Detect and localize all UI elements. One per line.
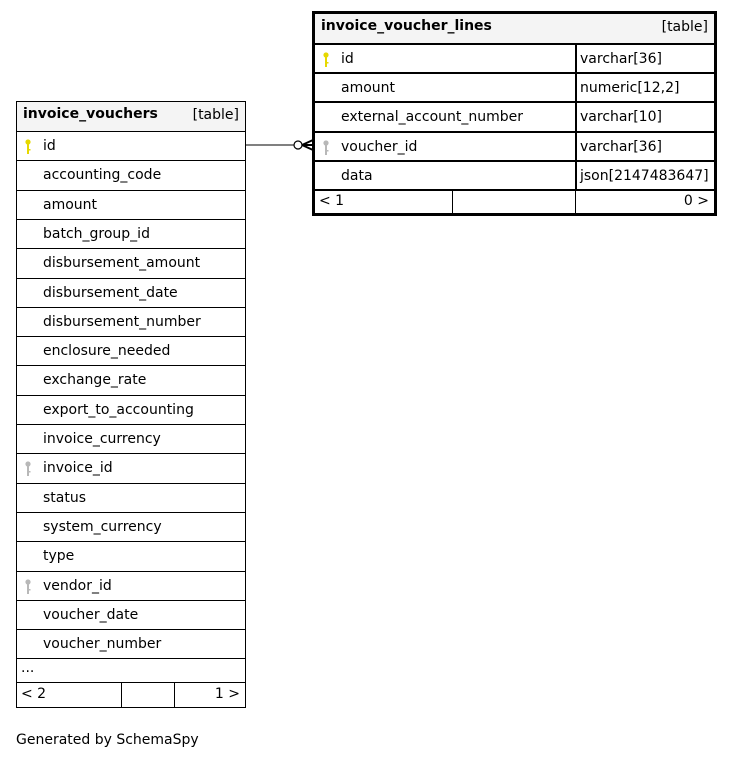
table-footer bbox=[17, 682, 245, 707]
column-row[interactable] bbox=[315, 160, 714, 189]
column-name: vendor_id bbox=[43, 577, 112, 594]
column-row[interactable] bbox=[17, 365, 245, 394]
column-divider bbox=[575, 133, 577, 160]
column-type: varchar[36] bbox=[580, 138, 662, 155]
column-row[interactable] bbox=[17, 248, 245, 277]
column-name: invoice_currency bbox=[43, 431, 161, 447]
column-row[interactable] bbox=[17, 307, 245, 336]
more-columns-row bbox=[17, 658, 245, 683]
table-name: invoice_voucher_lines bbox=[321, 18, 492, 34]
column-type: numeric[12,2] bbox=[580, 80, 680, 97]
column-name: voucher_number bbox=[43, 636, 162, 653]
column-name: status bbox=[43, 489, 87, 506]
column-name: batch_group_id bbox=[43, 225, 150, 242]
column-name: export_to_accounting bbox=[43, 401, 194, 418]
table-header bbox=[315, 14, 714, 44]
column-row[interactable] bbox=[315, 131, 714, 160]
foreign-key-icon bbox=[323, 140, 329, 156]
column-divider bbox=[575, 103, 577, 130]
column-divider bbox=[575, 162, 577, 189]
column-row[interactable] bbox=[17, 395, 245, 424]
zero-optional-marker bbox=[294, 141, 302, 149]
column-name: accounting_code bbox=[43, 167, 162, 184]
column-row[interactable] bbox=[17, 541, 245, 570]
foreign-key-icon bbox=[25, 461, 31, 477]
column-name: voucher_date bbox=[43, 606, 139, 623]
column-name: disbursement_amount bbox=[43, 255, 201, 272]
column-name: disbursement_date bbox=[43, 284, 178, 301]
column-name: amount bbox=[43, 196, 98, 213]
table-invoice-vouchers[interactable] bbox=[16, 101, 246, 708]
column-name: invoice_id bbox=[43, 460, 113, 477]
column-name: disbursement_number bbox=[43, 313, 201, 330]
column-type: varchar[36] bbox=[580, 51, 662, 67]
column-divider bbox=[575, 45, 577, 72]
column-row[interactable] bbox=[17, 483, 245, 512]
column-name: id bbox=[341, 51, 354, 67]
parents-link[interactable] bbox=[17, 683, 122, 707]
parents-count: < 2 bbox=[21, 686, 47, 702]
table-invoice-voucher-lines[interactable] bbox=[312, 11, 717, 216]
children-count: 1 > bbox=[214, 686, 240, 702]
primary-key-icon bbox=[25, 139, 31, 155]
column-row[interactable] bbox=[315, 43, 714, 72]
column-row[interactable] bbox=[17, 629, 245, 658]
primary-key-icon bbox=[323, 52, 329, 68]
column-row[interactable] bbox=[17, 131, 245, 160]
column-divider bbox=[575, 74, 577, 101]
table-kind: [table] bbox=[192, 107, 239, 123]
more-columns-ellipsis: ... bbox=[21, 660, 35, 677]
column-row[interactable] bbox=[17, 190, 245, 219]
column-name: type bbox=[43, 548, 75, 565]
column-row[interactable] bbox=[17, 512, 245, 541]
table-header bbox=[17, 102, 245, 132]
parents-count: < 1 bbox=[319, 193, 345, 209]
column-name: enclosure_needed bbox=[43, 343, 171, 360]
foreign-key-icon bbox=[25, 579, 31, 595]
table-footer bbox=[315, 189, 714, 213]
column-row[interactable] bbox=[17, 160, 245, 189]
column-name: exchange_rate bbox=[43, 372, 147, 389]
column-row[interactable] bbox=[315, 72, 714, 101]
column-name: voucher_id bbox=[341, 138, 418, 155]
generated-by-label: Generated by SchemaSpy bbox=[16, 732, 199, 748]
column-name: data bbox=[341, 167, 373, 184]
children-link[interactable] bbox=[576, 191, 714, 213]
column-row[interactable] bbox=[17, 278, 245, 307]
table-kind: [table] bbox=[661, 19, 708, 35]
column-row[interactable] bbox=[17, 219, 245, 248]
column-row[interactable] bbox=[17, 424, 245, 453]
table-name: invoice_vouchers bbox=[23, 106, 158, 122]
footer-spacer bbox=[122, 683, 175, 707]
column-name: system_currency bbox=[43, 518, 162, 535]
footer-spacer bbox=[453, 191, 576, 213]
column-type: varchar[10] bbox=[580, 109, 662, 126]
column-row[interactable] bbox=[17, 571, 245, 600]
children-count: 0 > bbox=[683, 193, 709, 209]
column-name: external_account_number bbox=[341, 109, 524, 126]
column-row[interactable] bbox=[315, 101, 714, 130]
column-row[interactable] bbox=[17, 336, 245, 365]
column-name: amount bbox=[341, 80, 396, 97]
children-link[interactable] bbox=[175, 683, 245, 707]
column-type: json[2147483647] bbox=[580, 167, 709, 184]
column-row[interactable] bbox=[17, 600, 245, 629]
parents-link[interactable] bbox=[315, 191, 453, 213]
column-row[interactable] bbox=[17, 453, 245, 482]
column-name: id bbox=[43, 138, 56, 154]
